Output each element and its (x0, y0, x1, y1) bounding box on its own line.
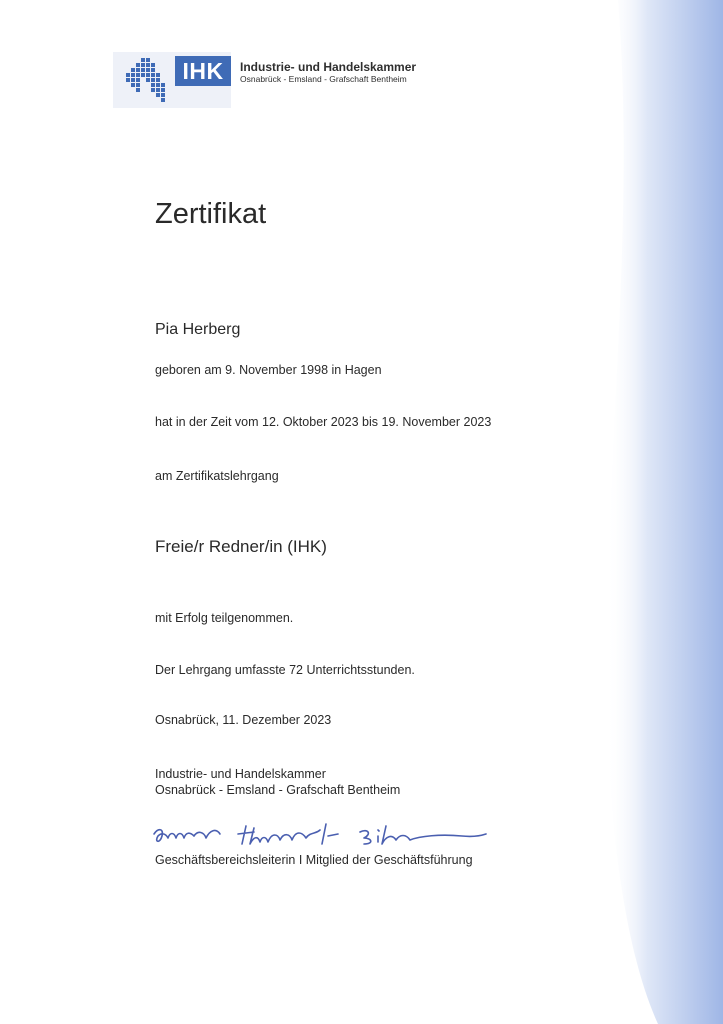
issuer-line2: Osnabrück - Emsland - Grafschaft Bentheim (155, 783, 401, 797)
place-date: Osnabrück, 11. Dezember 2023 (155, 713, 332, 727)
ihk-logo (113, 52, 231, 108)
birth-line: geboren am 9. November 1998 in Hagen (155, 363, 382, 377)
organization-name (240, 60, 416, 85)
decorative-side-band (598, 0, 723, 1024)
issuer-line1: Industrie- und Handelskammer (155, 767, 326, 781)
ihk-logo-abbreviation: IHK (175, 56, 231, 86)
recipient-name: Pia Herberg (155, 321, 241, 338)
certificate-title: Zertifikat (155, 198, 267, 230)
organization-name-line2: Osnabrück - Emsland - Grafschaft Bentheim (240, 74, 407, 84)
course-name: Freie/r Redner/in (IHK) (155, 537, 327, 556)
organization-name-line1: Industrie- und Handelskammer (240, 60, 417, 74)
result-line: mit Erfolg teilgenommen. (155, 611, 294, 625)
course-intro: am Zertifikatslehrgang (155, 469, 279, 483)
ihk-region-map-icon (121, 56, 171, 104)
hours-line: Der Lehrgang umfasste 72 Unterrichtsstunden. (155, 663, 415, 677)
signer-role: Geschäftsbereichsleiterin I Mitglied der Geschäftsführung (155, 853, 473, 867)
period-line: hat in der Zeit vom 12. Oktober 2023 bis 19. November 2023 (155, 415, 492, 429)
handwritten-signature (150, 818, 490, 850)
